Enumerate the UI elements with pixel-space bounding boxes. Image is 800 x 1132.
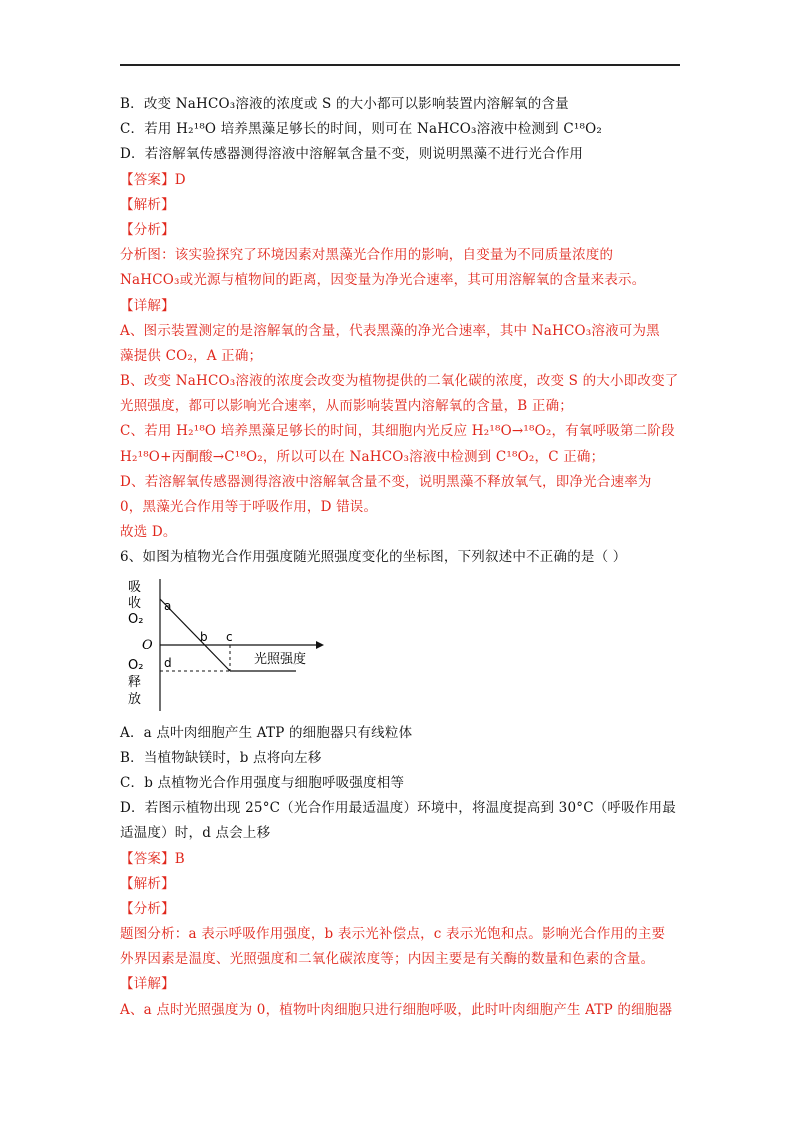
question-6: 6、如图为植物光合作用强度随光照强度变化的坐标图，下列叙述中不正确的是（ ） xyxy=(120,549,627,566)
point-d-label: d xyxy=(164,655,172,670)
point-b-label: b xyxy=(200,629,208,644)
jiexi-heading-1: 【解析】 xyxy=(120,196,175,213)
answer-heading-1: 【答案】D xyxy=(120,171,186,188)
x-axis-label: 光照强度 xyxy=(254,651,307,667)
fenxi-line: 题图分析：a 表示呼吸作用强度，b 表示光补偿点，c 表示光饱和点。影响光合作用的主要 xyxy=(120,926,666,943)
y-label-upper-2: 收 xyxy=(128,595,142,611)
detail-line: B、改变 NaHCO₃溶液的浓度会改变为植物提供的二氧化碳的浓度，改变 S 的大小即改变了 xyxy=(120,373,679,390)
xiangjie-heading-1: 【详解】 xyxy=(120,297,175,314)
detail-line: H₂¹⁸O+丙酮酸→C¹⁸O₂，所以可以在 NaHCO₃溶液中检测到 C¹⁸O₂，C 正确； xyxy=(120,448,605,465)
origin-label: O xyxy=(142,637,153,653)
graph-svg xyxy=(120,577,360,713)
detail-line: C、若用 H₂¹⁸O 培养黑藻足够长的时间，其细胞内光反应 H₂¹⁸O→¹⁸O₂，有氧呼吸第二阶段 xyxy=(120,423,675,440)
fenxi-line: NaHCO₃或光源与植物间的距离，因变量为净光合速率，其可用溶解氧的含量来表示。 xyxy=(120,272,646,289)
fenxi-line: 外界因素是温度、光照强度和二氧化碳浓度等；内因主要是有关酶的数量和色素的含量。 xyxy=(120,951,655,968)
jiexi-heading-2: 【解析】 xyxy=(120,875,175,892)
fenxi-heading-1: 【分析】 xyxy=(120,221,175,238)
document-body xyxy=(120,92,680,1023)
fenxi-line: 分析图：该实验探究了环境因素对黑藻光合作用的影响，自变量为不同质量浓度的 xyxy=(120,247,614,264)
y-label-lower-1: O₂ xyxy=(128,657,144,673)
header-rule xyxy=(120,64,680,66)
option-6-d-cont: 适温度）时，d 点会上移 xyxy=(120,825,271,842)
option-6-c: C．b 点植物光合作用强度与细胞呼吸强度相等 xyxy=(120,774,405,791)
answer-heading-2: 【答案】B xyxy=(120,850,185,867)
detail-line: 藻提供 CO₂，A 正确； xyxy=(120,347,263,364)
point-a-label: a xyxy=(164,598,172,613)
option-6-b: B．当植物缺镁时，b 点将向左移 xyxy=(120,749,322,766)
option-6-a: A．a 点叶肉细胞产生 ATP 的细胞器只有线粒体 xyxy=(120,724,413,741)
y-label-upper-3: O₂ xyxy=(128,611,144,627)
xiangjie-heading-2: 【详解】 xyxy=(120,976,175,993)
option-c-prev: C．若用 H₂¹⁸O 培养黑藻足够长的时间，则可在 NaHCO₃溶液中检测到 C¹⁸O₂ xyxy=(120,121,602,138)
y-label-lower-3: 放 xyxy=(128,691,142,707)
y-label-lower-2: 释 xyxy=(128,674,142,690)
option-b-prev: B．改变 NaHCO₃溶液的浓度或 S 的大小都可以影响装置内溶解氧的含量 xyxy=(120,96,569,112)
detail-line: D、若溶解氧传感器测得溶液中溶解氧含量不变，说明黑藻不释放氧气，即净光合速率为 xyxy=(120,473,652,490)
detail-line: 0，黑藻光合作用等于呼吸作用，D 错误。 xyxy=(120,499,378,515)
light-intensity-graph xyxy=(120,577,360,713)
detail-line: A、a 点时光照强度为 0，植物叶肉细胞只进行细胞呼吸，此时叶肉细胞产生 ATP 的细胞器 xyxy=(120,1001,673,1018)
detail-line: 光照强度，都可以影响光合速率，从而影响装置内溶解氧的含量，B 正确； xyxy=(120,398,574,415)
detail-line: 故选 D。 xyxy=(120,524,177,541)
detail-line: A、图示装置测定的是溶解氧的含量，代表黑藻的净光合速率，其中 NaHCO₃溶液可为黑 xyxy=(120,322,660,339)
fenxi-heading-2: 【分析】 xyxy=(120,900,175,917)
x-axis-arrow-icon xyxy=(316,641,324,649)
option-d-prev: D．若溶解氧传感器测得溶液中溶解氧含量不变，则说明黑藻不进行光合作用 xyxy=(120,146,584,163)
y-label-upper-1: 吸 xyxy=(128,579,142,595)
option-6-d: D．若图示植物出现 25°C（光合作用最适温度）环境中，将温度提高到 30°C（呼吸作用最 xyxy=(120,800,676,817)
point-c-label: c xyxy=(226,629,233,644)
